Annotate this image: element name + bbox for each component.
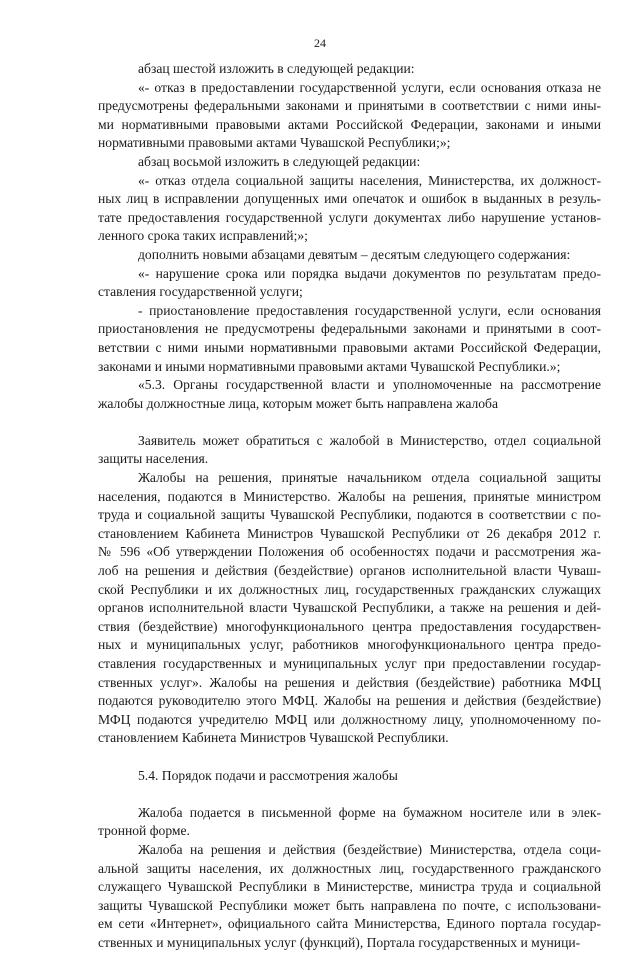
text-line: ми нормативными правовыми актами Российской Федерации, законами и иными — [98, 116, 601, 132]
text-line: «5.3. Органы государственной власти и уполномоченные на рассмотрение — [138, 377, 601, 393]
paragraph — [98, 376, 601, 413]
text-line: служащего Чувашской Республики в Министерстве, министра труда и социальной — [98, 879, 601, 895]
text-line: населения, подаются в Министерство. Жалобы на решения, принятые министром — [98, 488, 601, 504]
paragraph-spacer — [98, 748, 601, 767]
text-line: Жалоба на решения и действия (бездействие) Министерства, отдела соци- — [138, 841, 601, 857]
text-line: защиты Чувашской Республики может быть направлена по почте, с использовани- — [98, 897, 601, 913]
page-number: 24 — [314, 36, 326, 50]
text-line: ем сети «Интернет», официального сайта Министерства, Единого портала государ- — [98, 916, 601, 932]
text-line: дополнить новыми абзацами девятым – десятым следующего содержания: — [138, 246, 571, 262]
paragraph — [98, 172, 601, 246]
paragraph — [98, 246, 601, 265]
text-line: ных лиц в исправлении допущенных ими опечаток и ошибок в выданных в резуль- — [98, 191, 601, 207]
paragraph — [98, 432, 601, 469]
text-line: «- нарушение срока или порядка выдачи документов по результатам предо- — [138, 265, 601, 281]
text-line: Заявитель может обратиться с жалобой в Министерство, отдел социальной — [138, 432, 601, 448]
text-line: ленного срока таких исправлений;»; — [98, 228, 308, 244]
text-line: ственных услуг». Жалобы на решения и действия (бездействие) работника МФЦ — [98, 674, 601, 690]
text-line: тронной форме. — [98, 823, 190, 839]
paragraph — [98, 79, 601, 153]
text-line: - приостановление предоставления государственной услуги, если основания — [138, 302, 601, 318]
text-line: защиты населения. — [98, 451, 209, 467]
text-line: «- отказ в предоставлении государственной услуги, если основания отказа не — [138, 79, 601, 95]
text-line: абзац шестой изложить в следующей редакции: — [138, 61, 415, 76]
text-line: «- отказ отдела социальной защиты населения, Министерства, их должност- — [138, 172, 601, 188]
paragraph-spacer — [98, 413, 601, 432]
text-line: ных и муниципальных услуг, работников многофункционального центра предо- — [98, 637, 601, 653]
text-line: предусмотрены федеральными законами и принятыми в соответствии с ними ины- — [98, 98, 601, 114]
paragraph — [98, 804, 601, 841]
text-line: жалобы должностные лица, которым может быть направлена жалоба — [98, 395, 498, 411]
text-line: ставления государственной услуги; — [98, 284, 303, 300]
text-line: № 596 «Об утверждении Положения об особенностях подачи и рассмотрения жа- — [98, 544, 601, 560]
text-line: Жалоба подается в письменной форме на бумажном носителе или в элек- — [138, 804, 601, 820]
text-line: тате предоставления государственной услуги документах либо нарушение установ- — [98, 209, 601, 225]
text-line: труда и социальной защиты Чувашской Республики, подаются в соответствии с по- — [98, 507, 601, 523]
text-line: нормативными правовыми актами Чувашской Республики;»; — [98, 135, 451, 151]
document-body — [98, 60, 601, 953]
text-line: альной защиты населения, их должностных лиц, государственного гражданского — [98, 860, 601, 876]
paragraph — [98, 265, 601, 302]
text-line: ской Республики и их должностных лиц, государственных гражданских служащих — [98, 581, 601, 597]
text-line: абзац восьмой изложить в следующей редакции: — [138, 153, 421, 169]
paragraph — [98, 841, 601, 953]
paragraph — [98, 767, 601, 786]
text-line: лоб на решения и действия (бездействие) органов исполнительной власти Чуваш- — [98, 563, 601, 579]
text-line: ветствии с ними иными нормативными правовыми актами Российской Федерации, — [98, 339, 601, 355]
paragraph — [98, 302, 601, 376]
text-line: 5.4. Порядок подачи и рассмотрения жалобы — [138, 767, 398, 783]
paragraph-spacer — [98, 785, 601, 804]
text-line: ственных и муниципальных услуг (функций), Портала государственных и муници- — [98, 934, 581, 950]
text-line: ставления государственных и муниципальных услуг при предоставлении государ- — [98, 656, 601, 671]
text-line: подаются руководителю этого МФЦ. Жалобы на решения и действия (бездействие) — [98, 693, 601, 709]
text-line: становлением Кабинета Министров Чувашской Республики. — [98, 730, 449, 746]
text-line: Жалобы на решения, принятые начальником отдела социальной защиты — [138, 470, 601, 486]
paragraph — [98, 60, 601, 79]
paragraph — [98, 153, 601, 172]
text-line: становлением Кабинета Министров Чувашской Республики от 26 декабря 2012 г. — [98, 525, 601, 541]
text-line: органов исполнительной власти Чувашской Республики, а также на решения и дей- — [98, 600, 601, 616]
text-line: МФЦ подаются учредителю МФЦ или должностному лицу, уполномоченному по- — [98, 711, 601, 727]
text-line: законами и иными нормативными правовыми актами Чувашской Республики.»; — [98, 358, 561, 374]
text-line: приостановления не предусмотрены федеральными законами и принятыми в соот- — [98, 321, 601, 337]
paragraph — [98, 469, 601, 748]
text-line: ствия (бездействие) многофункционального центра предоставления государствен- — [98, 618, 601, 634]
